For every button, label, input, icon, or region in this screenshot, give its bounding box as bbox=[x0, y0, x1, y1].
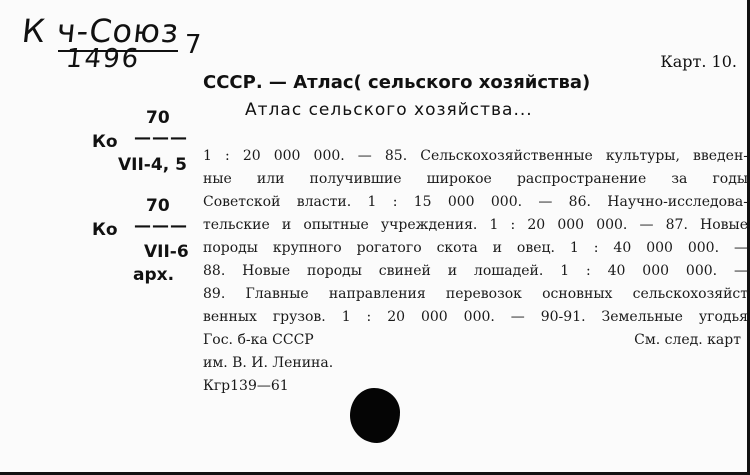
library-name-continued: им. В. И. Ленина. bbox=[203, 355, 334, 371]
body-line-6: 88. Новые породы свиней и лошадей. 1 : 40 000 000. — bbox=[203, 263, 748, 279]
shelf-mark-2-note: арх. bbox=[133, 265, 175, 285]
body-line-3: Советской власти. 1 : 15 000 000. — 86. Научно-исследова- bbox=[203, 194, 748, 210]
shelf-mark-1-bottom: VII-4, 5 bbox=[118, 155, 187, 175]
handwritten-suffix: 7 bbox=[185, 30, 202, 60]
shelf-mark-2-divider: ——— bbox=[134, 216, 188, 236]
shelf-mark-2-bottom: VII-6 bbox=[144, 242, 189, 262]
body-line-8: венных грузов. 1 : 20 000 000. — 90-91. Земельные угодья bbox=[203, 309, 748, 325]
card-number: Карт. 10. bbox=[660, 52, 737, 71]
catalog-code: Кгр139—61 bbox=[203, 378, 289, 394]
shelf-mark-1-divider: ——— bbox=[134, 128, 188, 148]
ink-blot bbox=[350, 388, 400, 443]
body-line-7: 89. Главные направления перевозок основных сельскохозяйст bbox=[203, 286, 748, 302]
body-line-1: 1 : 20 000 000. — 85. Сельскохозяйственные культуры, введен- bbox=[203, 148, 748, 164]
shelf-mark-1-top: 70 bbox=[146, 108, 170, 128]
card-subtitle: Атлас сельского хозяйства... bbox=[245, 100, 533, 120]
shelf-mark-2-top: 70 bbox=[146, 196, 170, 216]
body-line-2: ные или получившие широкое распространение за годы bbox=[203, 171, 748, 187]
body-line-4: тельские и опытные учреждения. 1 : 20 000 000. — 87. Новые bbox=[203, 217, 748, 233]
see-next-card: См. след. карт bbox=[634, 332, 741, 348]
library-name: Гос. б-ка СССР bbox=[203, 332, 314, 348]
card-title: СССР. — Атлас( сельского хозяйства) bbox=[203, 72, 591, 93]
shelf-mark-1-code: Ко bbox=[92, 132, 118, 152]
body-line-5: породы крупного рогатого скота и овец. 1 : 40 000 000. — bbox=[203, 240, 748, 256]
shelf-mark-2-code: Ко bbox=[92, 220, 118, 240]
handwritten-number: 1496 bbox=[64, 44, 142, 74]
handwritten-classification: К ч-Союз bbox=[20, 12, 182, 50]
